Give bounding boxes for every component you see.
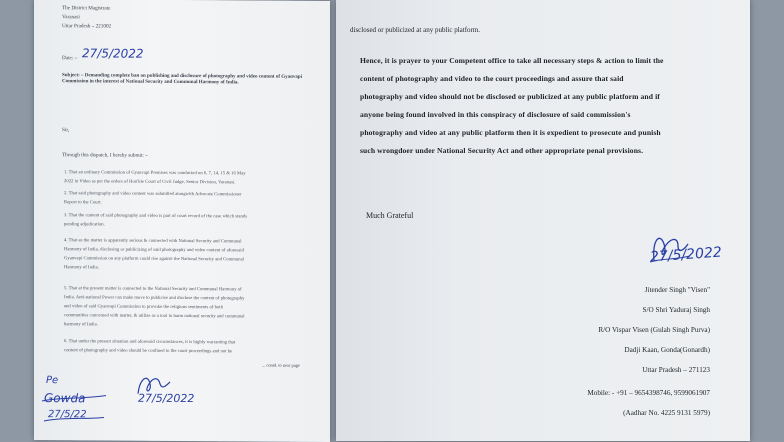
right-signature-date: 27/5/2022 <box>649 244 723 266</box>
receipt-note-line-3: 27/5/22 <box>48 409 87 421</box>
point-line: 2. That said photography and video content was submitted alongwith Advocate Commissioner <box>64 190 242 197</box>
prayer-line: such wrongdoer under National Security Act and other appropriate penal provisions. <box>360 146 644 155</box>
subject-line: Subject: – Demanding complete ban on publishing and disclosure of photography and video content of Gyanvapi Commission in the interest of National Security and Communal Harmony of India. <box>62 73 303 86</box>
right-document-page <box>336 0 750 441</box>
recipient-line-3: Uttar Pradesh – 221002 <box>62 23 112 30</box>
prayer-line: content of photography and video to the court proceedings and assure that said <box>360 74 624 83</box>
receipt-note-line-2: Gowda <box>44 391 86 406</box>
closing-text: Much Grateful <box>366 211 414 220</box>
signatory-aadhar: (Aadhar No. 4225 9131 5979) <box>623 409 710 417</box>
signatory-name: Jitender Singh "Visen" <box>644 286 710 294</box>
continued-note: ... contd. to next page <box>262 362 300 368</box>
point-line: harmony of India. <box>64 321 98 327</box>
prayer-line: anyone being found involved in this conspiracy of disclosure of said commission's <box>360 110 631 119</box>
point-line: 2022 in Video as per the orders of Hon'ble Court of Civil Judge, Senior Division, Varanasi. <box>64 178 236 185</box>
salutation: Sir, <box>62 127 70 134</box>
signatory-mobile: Mobile: - +91 – 9654398746, 9599061907 <box>587 389 710 397</box>
signatory-residence: R/O Vispar Visen (Gulab Singh Purva) <box>598 326 710 334</box>
prayer-line: Hence, it is prayer to your Competent office to take all necessary steps & action to limit the <box>360 56 664 65</box>
point-line: Harmony of India, disclosing or publicizing of said photography and video content of aforesaid <box>64 246 244 253</box>
point-line: and video of said Gyanvapi Commission to provoke the religious sentiments of both <box>64 303 223 310</box>
recipient-line-1: The District Magistrate <box>62 5 111 12</box>
point-line: 3. That the content of said photography and video is part of court record of the case which stands <box>64 212 248 219</box>
date-label: Date: – <box>62 55 78 62</box>
continuation-line: disclosed or publicized at any public platform. <box>350 26 481 34</box>
point-line: 5. That at the present matter is connected to the National Security and Communal Harmony of <box>64 285 242 292</box>
point-line: Harmony of India. <box>64 264 99 270</box>
point-line: pending adjudication. <box>64 221 105 227</box>
point-line: 6. That under the present situation and aforesaid circumstances, it is highly warranting that <box>64 338 236 345</box>
signatory-state: Uttar Pradesh – 271123 <box>642 366 710 374</box>
point-line: content of photography and video should be confined to the court proceedings and not be <box>64 347 233 354</box>
left-document-page <box>34 0 330 442</box>
intro-line: Through this dispatch, I hereby submit: – <box>62 152 148 159</box>
point-line: communities concerned with matter, & utilize as a tool to harm national security and communal <box>64 312 245 319</box>
handwritten-date: 27/5/2022 <box>82 46 144 61</box>
signatory-parent: S/O Shri Yaduraj Singh <box>642 306 710 314</box>
signatory-locality: Dadji Kaan, Gonda(Gonardh) <box>624 346 710 354</box>
receipt-note-line-1: Pe <box>46 375 59 387</box>
recipient-line-2: Varanasi <box>62 14 80 21</box>
prayer-line: photography and video at any public platform then it is expedient to prosecute and punish <box>360 128 661 137</box>
point-line: Gyanvapi Commission on any platform could rise against the National Security and Communal <box>64 255 245 262</box>
point-line: Report to the Court. <box>64 199 102 205</box>
left-signature-date: 27/5/2022 <box>138 391 195 406</box>
prayer-line: photography and video should not be disclosed or publicized at any public platform and if <box>360 92 660 101</box>
point-line: 4. That as the matter is apparently serious & connected with National Security and Communal <box>64 237 242 244</box>
point-line: India. Anti-national Power can make move to publicise and disclose the content of photography <box>64 294 245 301</box>
receipt-underline-stroke <box>40 387 110 427</box>
point-line: 1. That an ordinary Commission of Gyanvapi Premises was conducted on 6, 7, 14, 15 & 16 May <box>64 169 246 176</box>
